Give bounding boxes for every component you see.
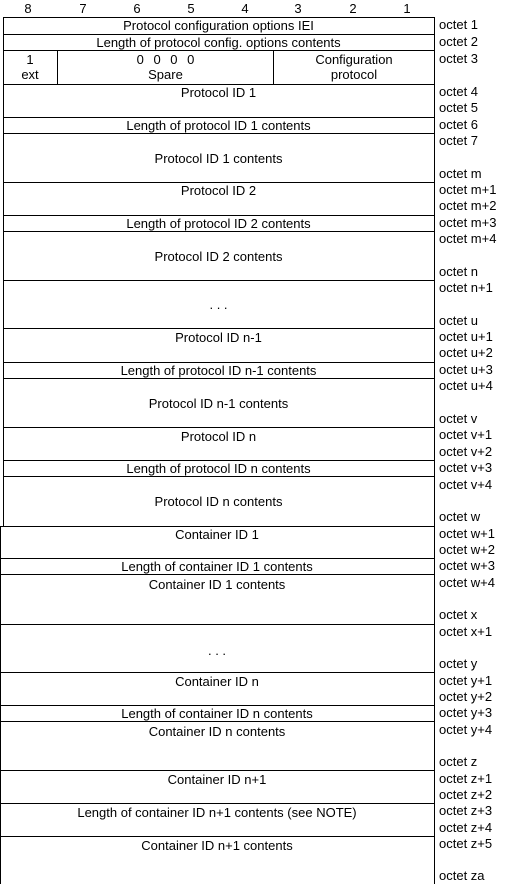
- bit-number-7: 7: [79, 1, 87, 16]
- bit-number-3: 3: [294, 1, 302, 16]
- ellipsis-protocols: . . .: [209, 297, 228, 312]
- octet-label: octet z+1: [439, 771, 493, 786]
- octet-label: octet z+5: [439, 836, 493, 851]
- length-protocol-id-2-cell: Length of protocol ID 2 contents: [126, 216, 311, 231]
- container-id-n-plus-1-cell: Container ID n+1: [167, 772, 267, 787]
- octet-label: octet za: [439, 868, 485, 883]
- octet-label: octet z+3: [439, 803, 493, 818]
- octet-label: octet v+2: [439, 444, 493, 459]
- octet-label: octet 5: [439, 100, 479, 115]
- protocol-id-n-1-contents-cell: Protocol ID n-1 contents: [148, 396, 289, 411]
- octet-label: octet 7: [439, 133, 479, 148]
- octet-label: octet u+2: [439, 345, 493, 360]
- octet-label: octet m+1: [439, 182, 497, 197]
- octet-label: octet u+1: [439, 329, 493, 344]
- octet-label: octet z: [439, 754, 478, 769]
- octet-label: octet w+2: [439, 542, 496, 557]
- bit-number-8: 8: [24, 1, 32, 16]
- length-protocol-id-n-1-cell: Length of protocol ID n-1 contents: [120, 363, 317, 378]
- container-id-n-plus-1-contents-cell: Container ID n+1 contents: [141, 838, 293, 853]
- bit-number-5: 5: [187, 1, 195, 16]
- ext-label: ext: [21, 67, 39, 82]
- octet-label: octet u+3: [439, 362, 493, 377]
- length-pco-cell: Length of protocol config. options contents: [96, 35, 341, 50]
- h-line: [0, 624, 435, 625]
- bit-number-header: [0, 0, 435, 17]
- container-id-1-cell: Container ID 1: [175, 527, 259, 542]
- length-container-id-n-plus-1-cell: Length of container ID n+1 contents (see NOTE): [77, 805, 357, 820]
- h-line: [3, 280, 435, 281]
- octet-label: octet w+4: [439, 575, 496, 590]
- octet-label: octet 4: [439, 84, 479, 99]
- protocol-id-2-cell: Protocol ID 2: [180, 183, 257, 198]
- length-container-id-n-cell: Length of container ID n contents: [121, 706, 313, 721]
- octet-label: octet y+2: [439, 689, 493, 704]
- protocol-id-1-contents-cell: Protocol ID 1 contents: [154, 151, 283, 166]
- h-line: [0, 836, 435, 837]
- protocol-id-1-cell: Protocol ID 1: [180, 85, 257, 100]
- bit-number-4: 4: [241, 1, 249, 16]
- bit-number-1: 1: [403, 1, 411, 16]
- h-line: [3, 476, 435, 477]
- h-line: [3, 427, 435, 428]
- pco-iei-cell: Protocol configuration options IEI: [123, 18, 314, 33]
- octet-label: octet z+2: [439, 787, 493, 802]
- octet-label: octet n: [439, 264, 479, 279]
- octet-label: octet m+4: [439, 231, 497, 246]
- config-protocol-label-line1: Configuration: [315, 52, 393, 67]
- right-border: [434, 17, 435, 884]
- octet-label: octet 6: [439, 117, 479, 132]
- length-protocol-id-n-cell: Length of protocol ID n contents: [126, 461, 311, 476]
- protocol-id-2-contents-cell: Protocol ID 2 contents: [154, 249, 283, 264]
- octet-label: octet u: [439, 313, 479, 328]
- octet-label: octet y+1: [439, 673, 493, 688]
- protocol-id-n-contents-cell: Protocol ID n contents: [154, 494, 283, 509]
- ellipsis-containers: . . .: [207, 643, 227, 658]
- h-line: [3, 231, 435, 232]
- h-line: [3, 378, 435, 379]
- h-line: [3, 328, 435, 329]
- h-line: [0, 672, 435, 673]
- spare-label: Spare: [148, 67, 183, 82]
- octet-label: octet x+1: [439, 624, 493, 639]
- octet-label: octet z+4: [439, 820, 493, 835]
- length-container-id-1-cell: Length of container ID 1 contents: [121, 559, 313, 574]
- spare-bits-value: 0 0 0 0: [136, 52, 195, 67]
- h-line: [3, 50, 435, 51]
- container-id-n-contents-cell: Container ID n contents: [148, 724, 286, 739]
- container-id-n-cell: Container ID n: [175, 674, 259, 689]
- octet-label: octet w+3: [439, 558, 496, 573]
- octet-label: octet y+3: [439, 705, 493, 720]
- octet-label: octet v: [439, 411, 478, 426]
- protocol-id-n-1-cell: Protocol ID n-1: [175, 330, 262, 345]
- h-line: [0, 803, 435, 804]
- octet-label: octet w+1: [439, 526, 496, 541]
- octet-label: octet u+4: [439, 378, 493, 393]
- h-line: [0, 770, 435, 771]
- config-protocol-label-line2: protocol: [330, 67, 378, 82]
- h-line: [0, 721, 435, 722]
- octet-label: octet y: [439, 656, 478, 671]
- octet-label: octet m: [439, 166, 482, 181]
- octet-label: octet v+3: [439, 460, 493, 475]
- bit-number-2: 2: [349, 1, 357, 16]
- octet-label: octet x: [439, 607, 478, 622]
- octet-label: octet y+4: [439, 722, 493, 737]
- octet-label: octet m+2: [439, 198, 497, 213]
- octet-label: octet v+4: [439, 477, 493, 492]
- octet-label: octet 1: [439, 17, 479, 32]
- ext-bit-value: 1: [26, 52, 34, 67]
- h-line: [3, 133, 435, 134]
- octet-label: octet 2: [439, 34, 479, 49]
- octet-label: octet 3: [439, 51, 479, 66]
- container-id-1-contents-cell: Container ID 1 contents: [148, 577, 286, 592]
- octet-label: octet w: [439, 509, 481, 524]
- octet-label: octet v+1: [439, 427, 493, 442]
- octet-label: octet m+3: [439, 215, 497, 230]
- protocol-id-n-cell: Protocol ID n: [180, 429, 257, 444]
- bit-number-6: 6: [133, 1, 141, 16]
- octet-label: octet n+1: [439, 280, 493, 295]
- length-protocol-id-1-cell: Length of protocol ID 1 contents: [126, 118, 311, 133]
- h-line: [0, 574, 435, 575]
